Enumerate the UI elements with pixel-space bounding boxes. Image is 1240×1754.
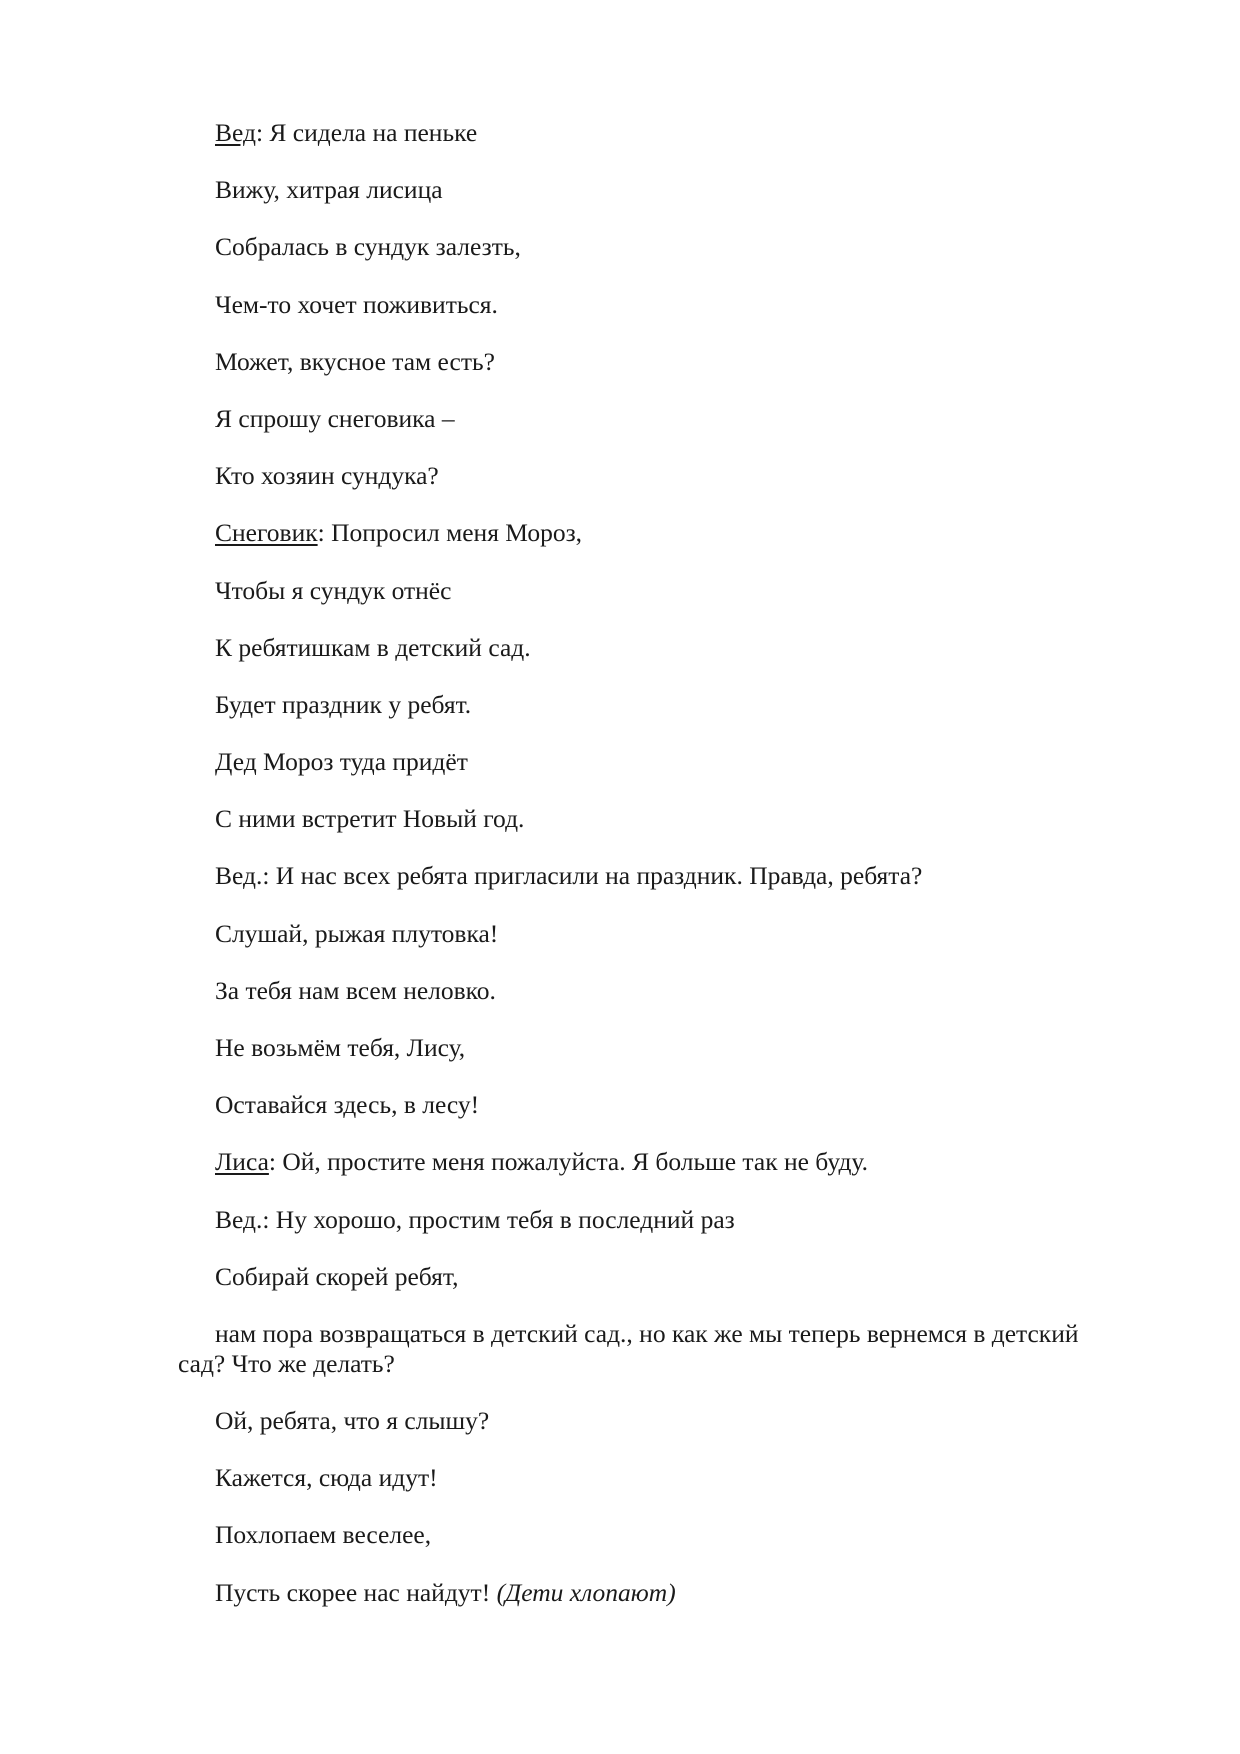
line-text: Вед.: И нас всех ребята пригласили на праздник. Правда, ребята? <box>215 861 923 891</box>
line-text: Собралась в сундук залезть, <box>215 232 521 262</box>
line-9 <box>178 576 1108 633</box>
line-text: Вижу, хитрая лисица <box>215 175 443 205</box>
line-6 <box>178 404 1108 461</box>
stage-direction: (Дети хлопают) <box>496 1577 676 1607</box>
script-text <box>178 118 1108 1635</box>
line-2 <box>178 175 1108 232</box>
line-21 <box>178 1262 1108 1319</box>
line-text: Чем-то хочет поживиться. <box>215 289 498 319</box>
line-text: Оставайся здесь, в лесу! <box>215 1090 480 1120</box>
speaker-label: Вед <box>215 118 256 147</box>
line-19 <box>178 1147 1108 1204</box>
line-text: Пусть скорее нас найдут! <box>215 1577 497 1607</box>
line-26 <box>178 1578 1108 1635</box>
line-12 <box>178 747 1108 804</box>
line-20 <box>178 1205 1108 1262</box>
line-16 <box>178 976 1108 1033</box>
line-22 <box>178 1319 1108 1379</box>
line-text: Вед.: Ну хорошо, простим тебя в последний раз <box>215 1204 735 1234</box>
line-text: : Ой, простите меня пожалуйста. Я больше так не буду. <box>268 1147 869 1177</box>
line-1 <box>178 118 1108 175</box>
line-15 <box>178 919 1108 976</box>
line-18 <box>178 1090 1108 1147</box>
line-8 <box>178 518 1108 575</box>
line-3 <box>178 232 1108 289</box>
line-text: Не возьмём тебя, Лису, <box>215 1033 466 1062</box>
line-11 <box>178 690 1108 747</box>
line-23 <box>178 1406 1108 1463</box>
line-text: К ребятишкам в детский сад. <box>215 632 531 662</box>
line-7 <box>178 461 1108 518</box>
line-text: Ой, ребята, что я слышу? <box>215 1405 490 1435</box>
line-text: Похлопаем веселее, <box>215 1520 432 1550</box>
line-text: : Попросил меня Мороз, <box>317 518 583 548</box>
line-14 <box>178 861 1108 918</box>
line-text: Кажется, сюда идут! <box>215 1463 438 1493</box>
line-text: : Я сидела на пеньке <box>255 118 478 147</box>
line-text: Может, вкусное там есть? <box>215 346 495 376</box>
line-text: Чтобы я сундук отнёс <box>215 575 452 605</box>
line-17 <box>178 1033 1108 1090</box>
speaker-label: Снеговик <box>215 518 318 548</box>
line-text: нам пора возвращаться в детский сад., но как же мы теперь вернемся в детский сад? Что же делать? <box>178 1318 1079 1378</box>
line-text: Будет праздник у ребят. <box>215 689 472 719</box>
line-text: За тебя нам всем неловко. <box>215 975 496 1005</box>
line-4 <box>178 290 1108 347</box>
line-text: Я спрошу снеговика – <box>215 403 455 433</box>
speaker-label: Лиса <box>215 1147 269 1177</box>
line-13 <box>178 804 1108 861</box>
line-5 <box>178 347 1108 404</box>
line-text: С ними встретит Новый год. <box>215 804 525 834</box>
line-25 <box>178 1520 1108 1577</box>
line-text: Собирай скорей ребят, <box>215 1261 459 1291</box>
line-text: Слушай, рыжая плутовка! <box>215 918 499 948</box>
line-10 <box>178 633 1108 690</box>
line-text: Кто хозяин сундука? <box>215 461 439 491</box>
line-text: Дед Мороз туда придёт <box>215 747 468 777</box>
line-24 <box>178 1463 1108 1520</box>
